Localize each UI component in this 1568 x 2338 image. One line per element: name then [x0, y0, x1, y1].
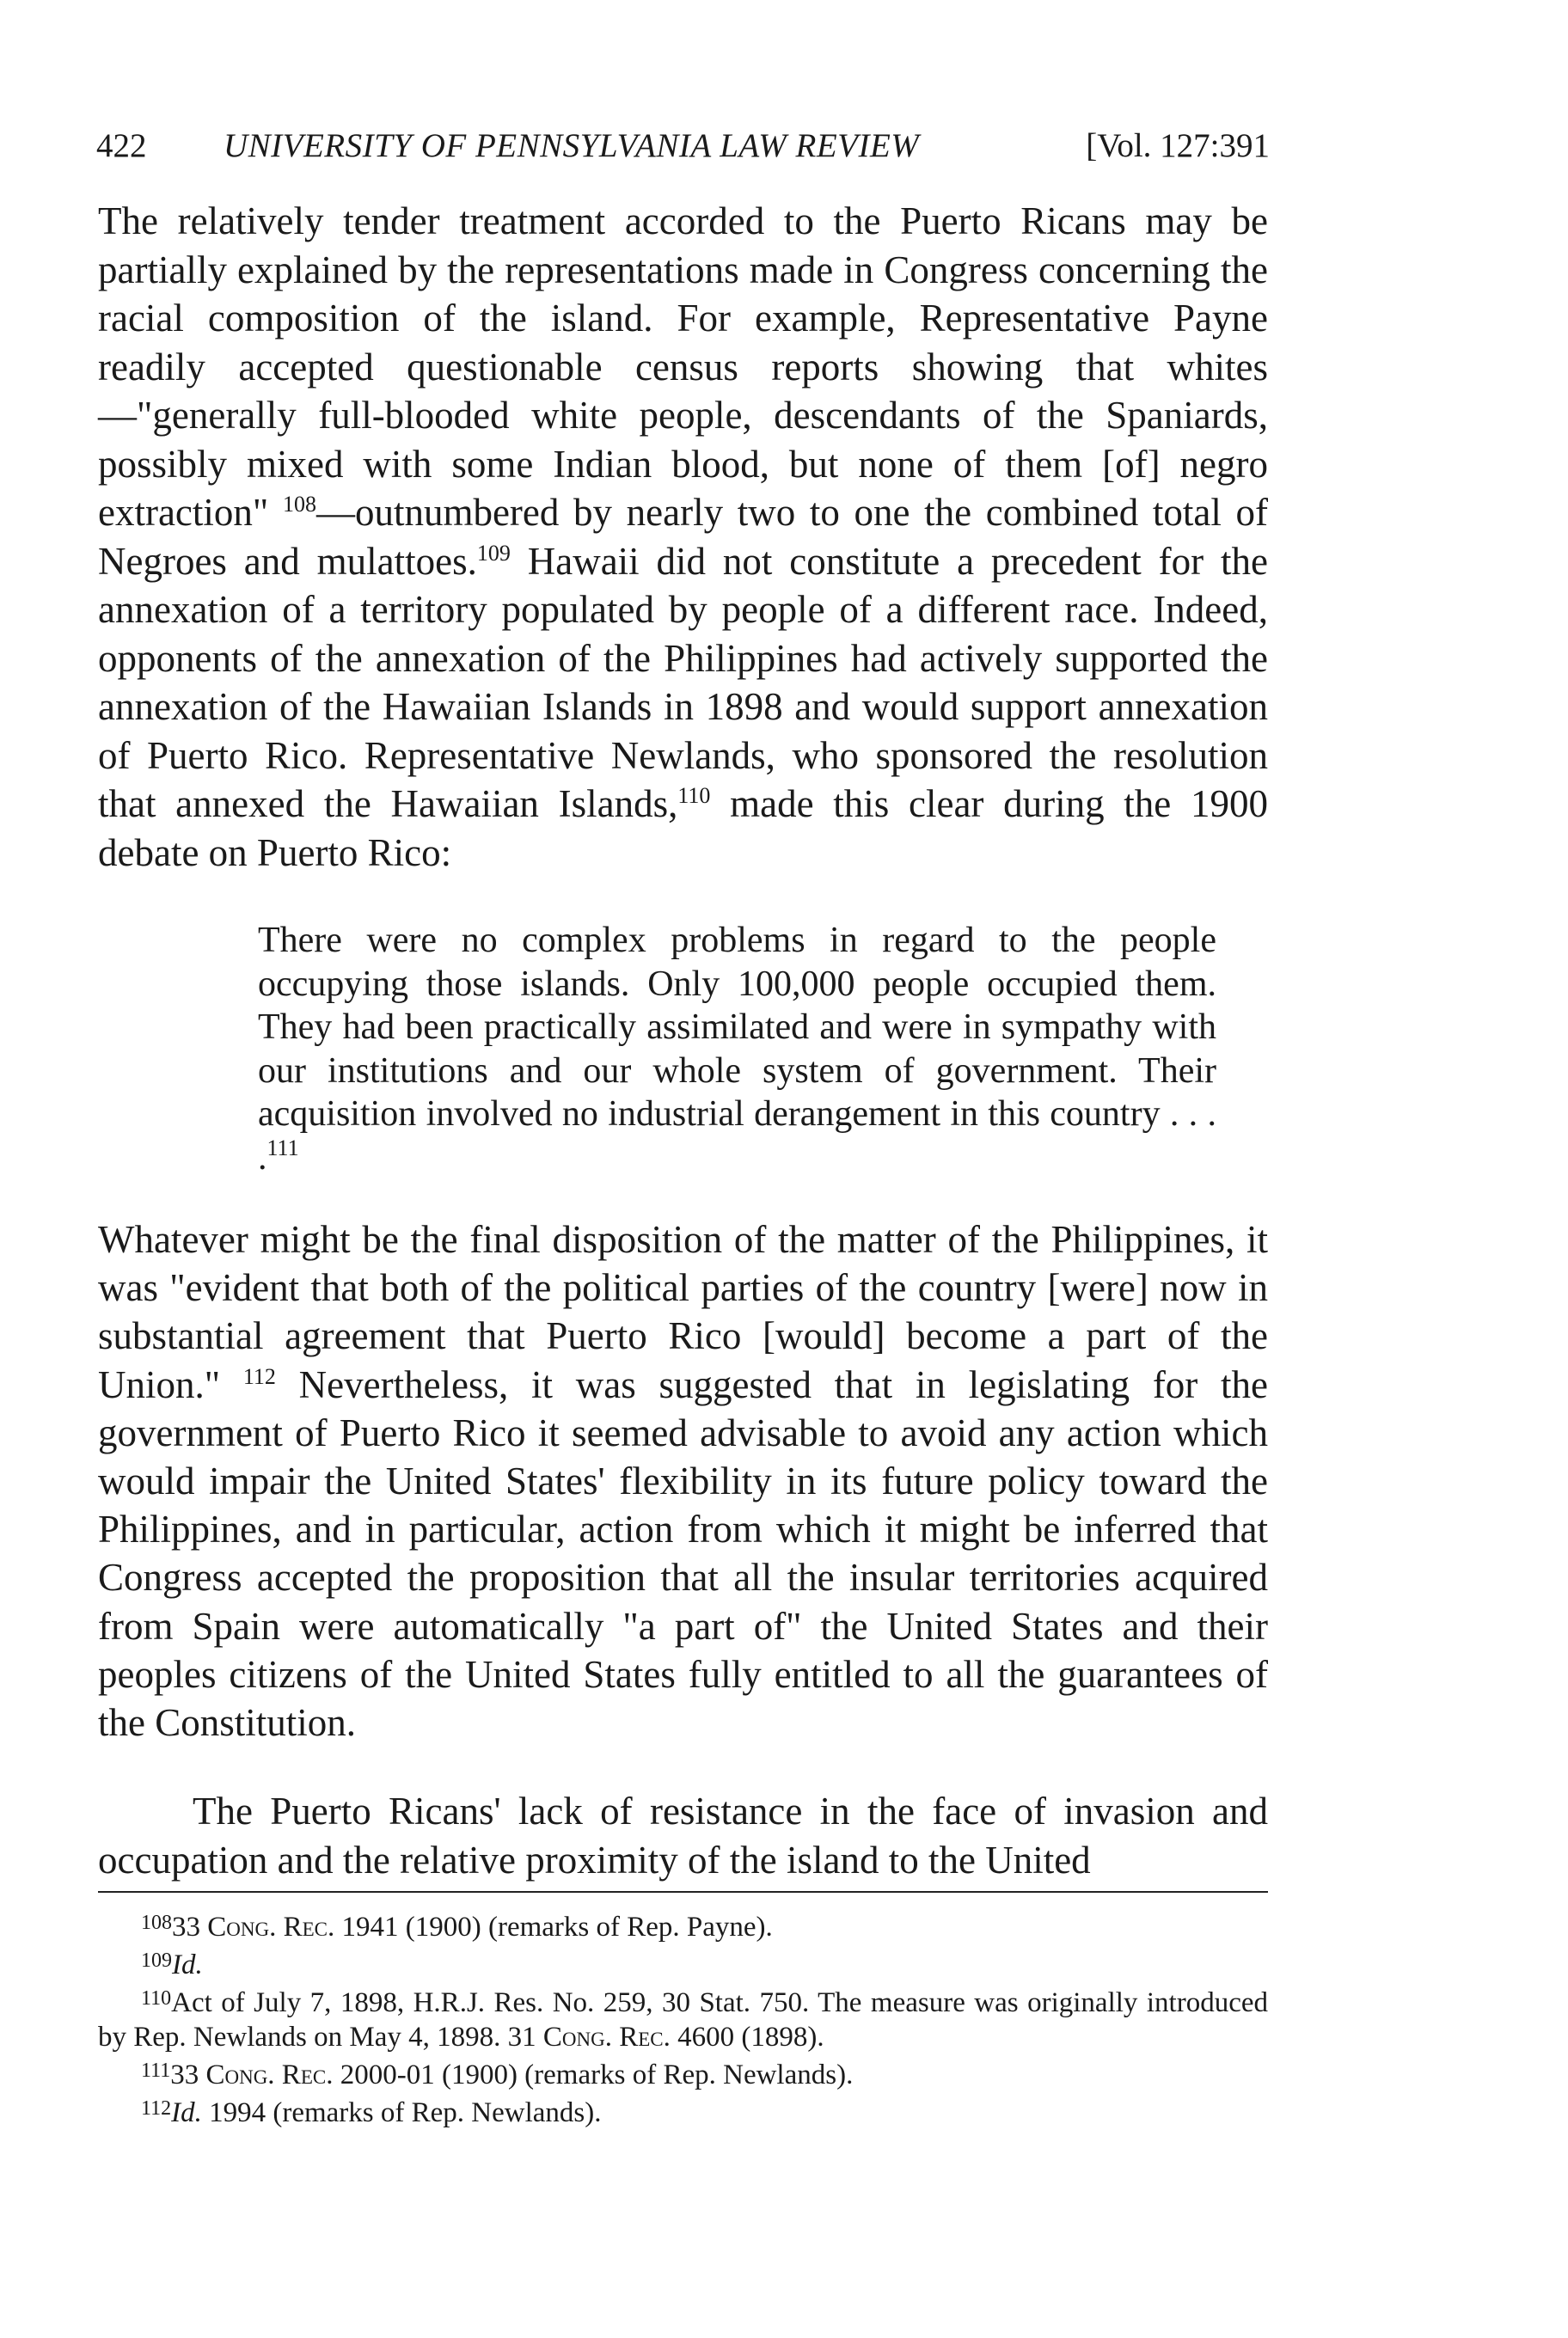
- page-number: 422: [96, 127, 147, 164]
- footnote-text: 33: [170, 2060, 206, 2090]
- paragraph-1-text-d: made this clear during the 1900 debate on Puerto Rico:: [98, 782, 1268, 874]
- footnote-text: Act of July 7, 1898, H.R.J. Res. No. 259, 30 Stat. 750. The measure was originally introduced by Rep. Newlands on May 4, 1898. 31: [98, 1987, 1268, 2053]
- block-quote-text: There were no complex problems in regard to the people occupying those islands. Only 100,000 people occupied them. They had been practically assimilated and were in sympathy with our institutions and our whole system of government. Their acquisition involved no industrial derangement in this country . . . .: [258, 921, 1216, 1178]
- footnote-ref-111: 111: [266, 1135, 299, 1160]
- footnote-text: 1994 (remarks of Rep. Newlands).: [201, 2097, 602, 2128]
- footnote-number: 109: [141, 1949, 172, 1972]
- footnote-ref-109: 109: [476, 540, 511, 566]
- paragraph-1-text-a: The relatively tender treatment accorded to the Puerto Ricans may be partially explained by the representations made in Congress concerning the racial composition of the island. For example, Representative Payne readily accepted questionable census reports showing that whites—"generally full-blooded white people, descendants of the Spaniards, possibly mixed with some Indian blood, but none of them [of] negro extraction": [98, 199, 1268, 534]
- footnote-text: 33: [172, 1912, 208, 1943]
- paragraph-1-text-b: —outnumbered by nearly two to one the combined total of Negroes and mulattoes.: [98, 491, 1268, 583]
- paragraph-3-text: The Puerto Ricans' lack of resistance in the face of invasion and occupation and the relative proximity of the island to the United: [98, 1790, 1268, 1882]
- block-quote: [258, 919, 1216, 1179]
- footnote-number: 110: [141, 1987, 172, 2010]
- footnote-number: 111: [141, 2060, 171, 2082]
- footnote-ref-108: 108: [282, 492, 316, 517]
- footnote-number: 108: [141, 1912, 172, 1934]
- footnote-112: [98, 2096, 1268, 2130]
- footnote-source: Cong. Rec.: [205, 2060, 334, 2090]
- paragraph-3: [98, 1787, 1268, 1884]
- footnote-110: [98, 1986, 1268, 2054]
- footnote-109: [98, 1948, 1268, 1982]
- footnote-text: 2000-01 (1900) (remarks of Rep. Newlands).: [333, 2060, 854, 2090]
- paragraph-2-text-a: Whatever might be the final disposition of the matter of the Philippines, it was "evident that both of the political parties of the country [were] now in substantial agreement that Puerto Rico [would] become a part of the Union.": [98, 1218, 1268, 1406]
- footnote-source: Cong. Rec.: [542, 2022, 671, 2053]
- footnote-id: Id.: [171, 2097, 202, 2128]
- paragraph-1-text-c: Hawaii did not constitute a precedent for the annexation of a territory populated by people of a different race. Indeed, opponents of the annexation of the Philippines had actively supported the annexation of the Hawaiian Islands in 1898 and would support annexation of Puerto Rico. Representative Newlands, who sponsored the resolution that annexed the Hawaiian Islands,: [98, 539, 1268, 825]
- journal-title: UNIVERSITY OF PENNSYLVANIA LAW REVIEW: [224, 127, 920, 164]
- paragraph-2-text-b: Nevertheless, it was suggested that in legislating for the government of Puerto Rico it seemed advisable to avoid any action which would impair the United States' flexibility in its future policy toward the Philippines, and in particular, action from which it might be inferred that Congress accepted the proposition that all the insular territories acquired from Spain were automatically "a part of" the United States and their peoples citizens of the United States fully entitled to all the guarantees of the Constitution.: [98, 1362, 1269, 1745]
- footnote-text: 4600 (1898).: [670, 2022, 824, 2053]
- volume-citation: [Vol. 127:391: [1086, 127, 1270, 164]
- paragraph-2: [98, 1215, 1268, 1747]
- footnote-111: [98, 2058, 1268, 2092]
- footnote-divider: [98, 1891, 1268, 1893]
- footnote-text: 1941 (1900) (remarks of Rep. Payne).: [334, 1912, 773, 1943]
- footnote-id: Id.: [172, 1949, 203, 1980]
- footnote-108: [98, 1910, 1268, 1944]
- footnote-number: 112: [141, 2097, 172, 2120]
- footnotes: [98, 1910, 1268, 2133]
- footnote-ref-110: 110: [677, 783, 711, 808]
- footnote-source: Cong. Rec.: [207, 1912, 335, 1943]
- paragraph-1: [98, 197, 1268, 877]
- footnote-ref-112: 112: [242, 1363, 276, 1389]
- running-header: [96, 127, 1270, 165]
